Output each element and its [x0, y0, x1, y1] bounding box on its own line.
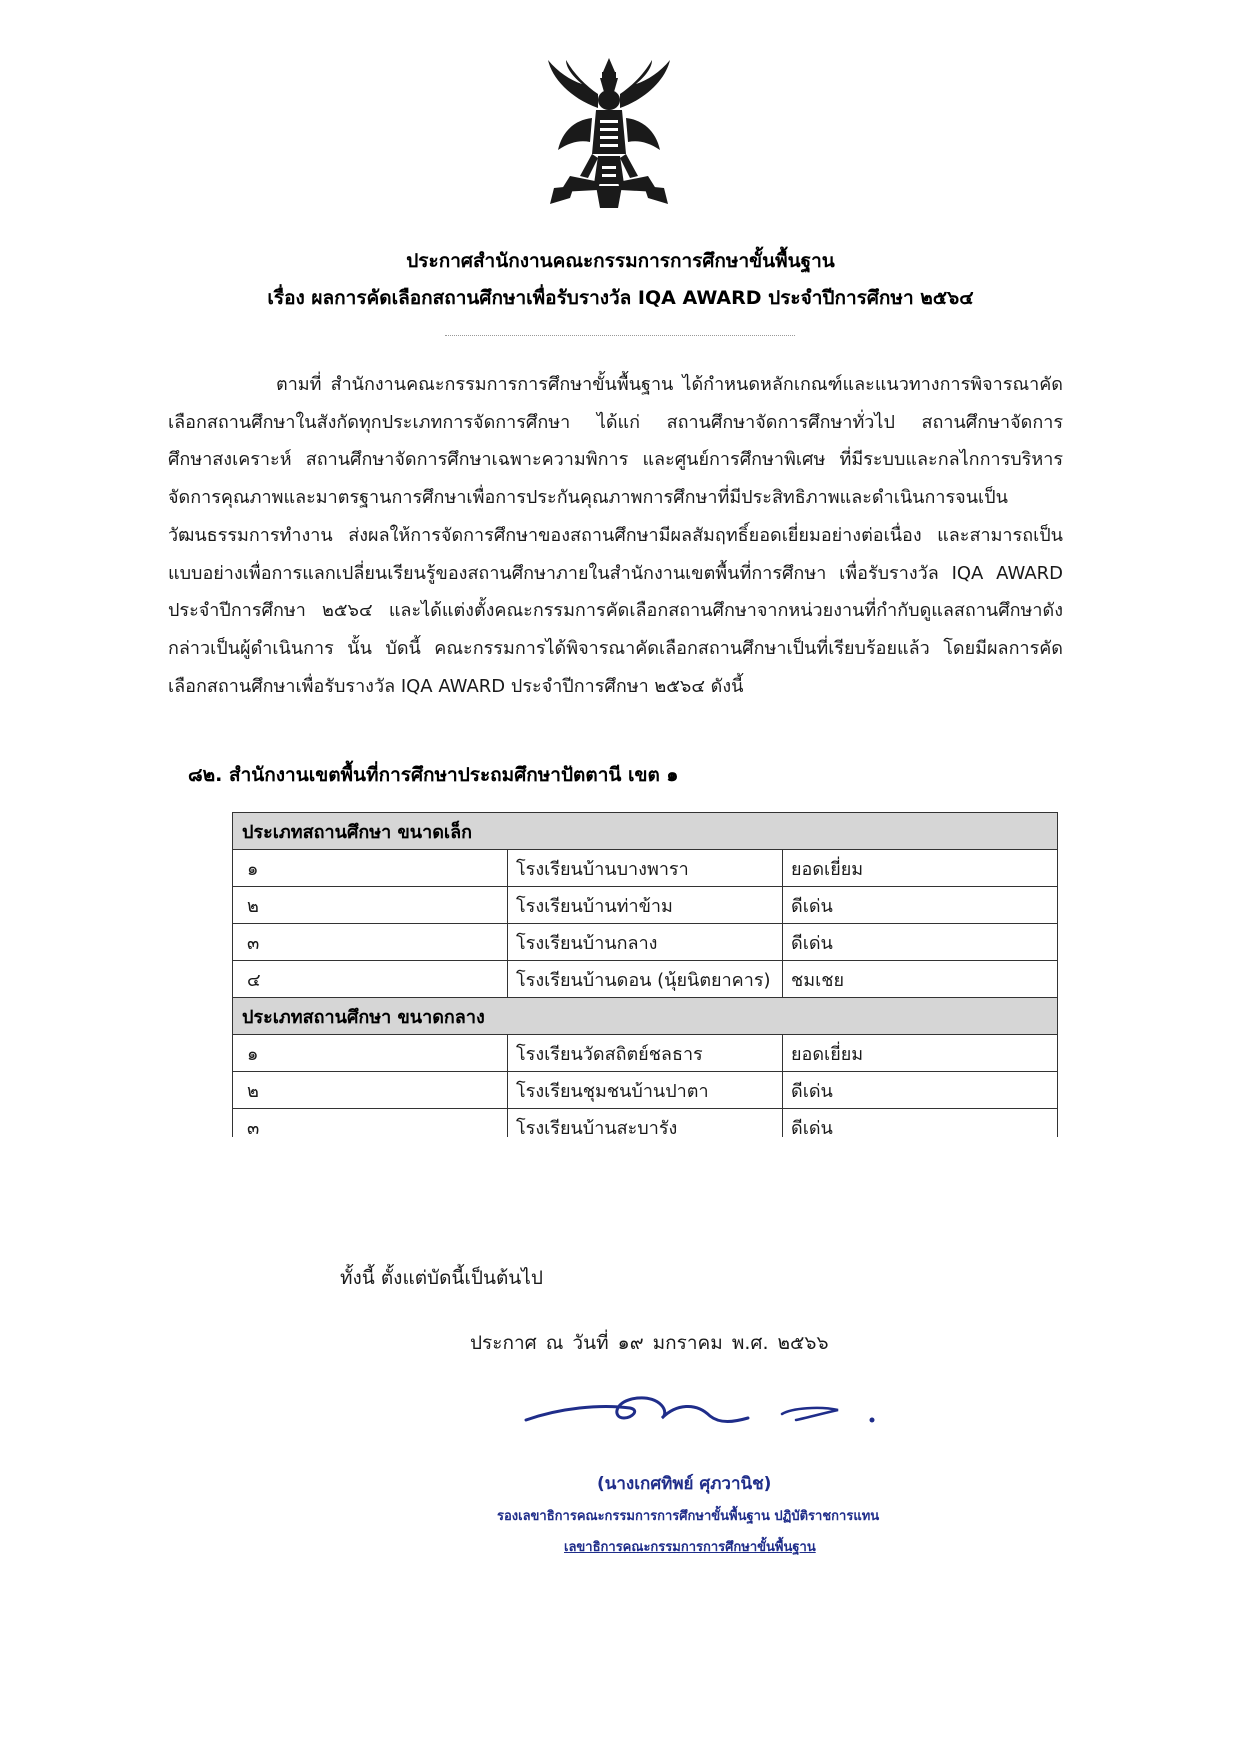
table-row [233, 850, 1058, 887]
table-row [233, 924, 1058, 961]
signature-icon [520, 1378, 880, 1438]
award-level: ยอดเยี่ยม [783, 1035, 1058, 1072]
category-label: ประเภทสถานศึกษา ขนาดเล็ก [233, 813, 1058, 850]
announcement-date: ประกาศ ณ วันที่ ๑๙ มกราคม พ.ศ. ๒๕๖๖ [470, 1332, 829, 1354]
school-name: โรงเรียนชุมชนบ้านปาตา [508, 1072, 783, 1109]
school-name: โรงเรียนวัดสถิตย์ชลธาร [508, 1035, 783, 1072]
signatory-position-title: เลขาธิการคณะกรรมการการศึกษาขั้นพื้นฐาน [564, 1540, 816, 1555]
row-number: ๓ [233, 1109, 508, 1138]
school-name: โรงเรียนบ้านกลาง [508, 924, 783, 961]
category-row [233, 813, 1058, 850]
award-level: ดีเด่น [783, 1109, 1058, 1138]
school-name: โรงเรียนบ้านท่าข้าม [508, 887, 783, 924]
category-row [233, 998, 1058, 1035]
results-table [232, 812, 1058, 1137]
title-divider [445, 335, 795, 336]
award-level: ดีเด่น [783, 887, 1058, 924]
school-name: โรงเรียนบ้านดอน (นุ้ยนิตยาคาร) [508, 961, 783, 998]
row-number: ๑ [233, 850, 508, 887]
school-name: โรงเรียนบ้านสะบารัง [508, 1109, 783, 1138]
row-number: ๔ [233, 961, 508, 998]
announcement-subject: เรื่อง ผลการคัดเลือกสถานศึกษาเพื่อรับรางวัล IQA AWARD ประจำปีการศึกษา ๒๕๖๔ [267, 287, 974, 309]
row-number: ๓ [233, 924, 508, 961]
row-number: ๒ [233, 1072, 508, 1109]
garuda-emblem-icon [540, 58, 678, 210]
row-number: ๒ [233, 887, 508, 924]
table-row [233, 1035, 1058, 1072]
effective-statement: ทั้งนี้ ตั้งแต่บัดนี้เป็นต้นไป [340, 1267, 543, 1289]
category-label: ประเภทสถานศึกษา ขนาดกลาง [233, 998, 1058, 1035]
signatory-position: รองเลขาธิการคณะกรรมการการศึกษาขั้นพื้นฐาน ปฏิบัติราชการแทน [497, 1509, 880, 1524]
award-level: ยอดเยี่ยม [783, 850, 1058, 887]
announcement-title: ประกาศสำนักงานคณะกรรมการการศึกษาขั้นพื้นฐาน [406, 250, 835, 272]
table-row [233, 1072, 1058, 1109]
award-level: ดีเด่น [783, 924, 1058, 961]
table-row [233, 961, 1058, 998]
table-row [233, 1109, 1058, 1138]
award-level: ชมเชย [783, 961, 1058, 998]
table-row [233, 887, 1058, 924]
body-paragraph: ตามที่ สำนักงานคณะกรรมการการศึกษาขั้นพื้นฐาน ได้กำหนดหลักเกณฑ์และแนวทางการพิจารณาคัดเลือกสถานศึกษาในสังกัดทุกประเภทการจัดการศึกษา ได้แก่ สถานศึกษาจัดการศึกษาทั่วไป สถานศึกษาจัดการศึกษาสงเคราะห์ สถานศึกษาจัดการศึกษาเฉพาะความพิการ และศูนย์การศึกษาพิเศษ ที่มีระบบและกลไกการบริหารจัดการคุณภาพและมาตรฐานการศึกษาเพื่อการประกันคุณภาพการศึกษาที่มีประสิทธิภาพและดำเนินการจนเป็นวัฒนธรรมการทำงาน ส่งผลให้การจัดการศึกษาของสถานศึกษามีผลสัมฤทธิ์ยอดเยี่ยมอย่างต่อเนื่อง และสามารถเป็นแบบอย่างเพื่อการแลกเปลี่ยนเรียนรู้ของสถานศึกษาภายในสำนักงานเขตพื้นที่การศึกษา เพื่อรับรางวัล IQA AWARD ประจำปีการศึกษา ๒๕๖๔ และได้แต่งตั้งคณะกรรมการคัดเลือกสถานศึกษาจากหน่วยงานที่กำกับดูแลสถานศึกษาดังกล่าวเป็นผู้ดำเนินการ นั้น บัดนี้ คณะกรรมการได้พิจารณาคัดเลือกสถานศึกษาเป็นที่เรียบร้อยแล้ว โดยมีผลการคัดเลือกสถานศึกษาเพื่อรับรางวัล IQA AWARD ประจำปีการศึกษา ๒๕๖๔ ดังนี้ [168, 374, 1063, 697]
section-heading: ๘๒. สำนักงานเขตพื้นที่การศึกษาประถมศึกษาปัตตานี เขต ๑ [188, 764, 679, 786]
award-level: ดีเด่น [783, 1072, 1058, 1109]
signatory-name: (นางเกศทิพย์ ศุภวานิช) [597, 1474, 772, 1494]
school-name: โรงเรียนบ้านบางพารา [508, 850, 783, 887]
row-number: ๑ [233, 1035, 508, 1072]
results-table-container [232, 812, 1058, 1137]
